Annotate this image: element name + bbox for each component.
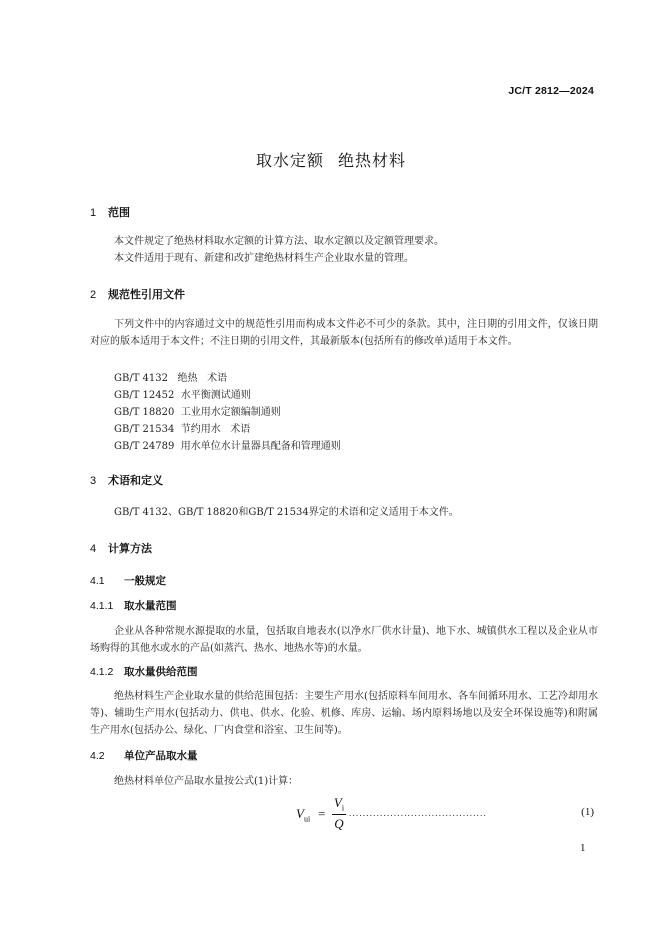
subsection-title: 取水量供给范围 bbox=[124, 666, 198, 678]
paragraph: 本文件规定了绝热材料取水定额的计算方法、取水定额以及定额管理要求。 bbox=[114, 236, 444, 247]
formula-denominator: Q bbox=[334, 815, 344, 831]
section-title: 规范性引用文件 bbox=[108, 288, 185, 301]
doc-code: JC/T 2812—2024 bbox=[508, 85, 594, 97]
page-number: 1 bbox=[580, 842, 586, 854]
reference-item: GB/T 4132 绝热 术语 bbox=[114, 373, 228, 384]
subsection-number: 4.1.1 bbox=[90, 600, 114, 612]
formula-fraction bbox=[332, 795, 346, 832]
fraction-bar bbox=[332, 814, 346, 815]
paragraph: 本文件适用于现有、新建和改扩建绝热材料生产企业取水量的管理。 bbox=[114, 253, 414, 264]
subsection-number: 4.1 bbox=[90, 575, 105, 587]
subsection-4-2-heading bbox=[90, 748, 198, 763]
formula-numerator-symbol: V bbox=[333, 795, 342, 810]
section-title: 术语和定义 bbox=[108, 474, 163, 487]
formula-1 bbox=[296, 795, 596, 835]
page-title bbox=[0, 148, 662, 171]
section-2-heading bbox=[90, 286, 185, 302]
title-part1: 取水定额 bbox=[255, 151, 324, 170]
formula-numerator bbox=[332, 795, 346, 813]
formula-numerator-subscript: i bbox=[341, 803, 345, 813]
section-number: 1 bbox=[90, 207, 97, 219]
paragraph: 下列文件中的内容通过文中的规范性引用而构成本文件必不可少的条款。其中，注日期的引用文件，仅该日期对应的版本适用于本文件；不注日期的引用文件，其最新版本(包括所有的修改单)适用于本文件。 bbox=[90, 319, 598, 347]
section-title: 计算方法 bbox=[108, 542, 152, 555]
section-number: 4 bbox=[90, 543, 97, 555]
subsection-4-1-1-heading bbox=[90, 598, 177, 613]
paragraph: 绝热材料单位产品取水量按公式(1)计算： bbox=[114, 776, 299, 787]
reference-item: GB/T 18820 工业用水定额编制通则 bbox=[114, 407, 281, 418]
paragraph: 企业从各种常规水源提取的水量，包括取自地表水(以净水厂供水计量)、地下水、城镇供水工程以及企业从市场购得的其他水或水的产品(如蒸汽、热水、地热水等)的水量。 bbox=[90, 626, 598, 654]
subsection-title: 取水量范围 bbox=[124, 600, 177, 612]
formula-lhs-symbol: V bbox=[296, 806, 304, 821]
reference-item: GB/T 12452 水平衡测试通则 bbox=[114, 390, 251, 401]
section-1-heading bbox=[90, 204, 130, 220]
subsection-title: 一般规定 bbox=[124, 575, 166, 587]
section-title: 范围 bbox=[108, 206, 130, 219]
paragraph: GB/T 4132、GB/T 18820和GB/T 21534界定的术语和定义适用于本文件。 bbox=[114, 507, 459, 518]
formula-leader-dots: ........................................ bbox=[349, 808, 487, 818]
section-4-heading bbox=[90, 540, 152, 556]
formula-lhs bbox=[296, 806, 310, 824]
subsection-title: 单位产品取水量 bbox=[124, 750, 198, 762]
section-number: 3 bbox=[90, 475, 97, 487]
paragraph: 绝热材料生产企业取水量的供给范围包括：主要生产用水(包括原料车间用水、各车间循环用水、工艺冷却用水等)、辅助生产用水(包括动力、供电、供水、化验、机修、库房、运输、场内原料场地以及安全环保设施等)和附属生产用水(包括办公、绿化、厂内食堂和浴室、卫生间等)。 bbox=[90, 691, 598, 736]
section-number: 2 bbox=[90, 289, 97, 301]
formula-number: (1) bbox=[581, 806, 594, 818]
section-3-heading bbox=[90, 472, 163, 488]
subsection-4-1-heading bbox=[90, 573, 166, 588]
reference-item: GB/T 24789 用水单位水计量器具配备和管理通则 bbox=[114, 441, 341, 452]
subsection-4-1-2-heading bbox=[90, 664, 198, 679]
title-part2: 绝热材料 bbox=[338, 151, 407, 170]
subsection-number: 4.1.2 bbox=[90, 666, 114, 678]
reference-item: GB/T 21534 节约用水 术语 bbox=[114, 424, 251, 435]
formula-lhs-subscript: ui bbox=[303, 814, 311, 824]
formula-equals: = bbox=[318, 806, 326, 821]
subsection-number: 4.2 bbox=[90, 750, 105, 762]
